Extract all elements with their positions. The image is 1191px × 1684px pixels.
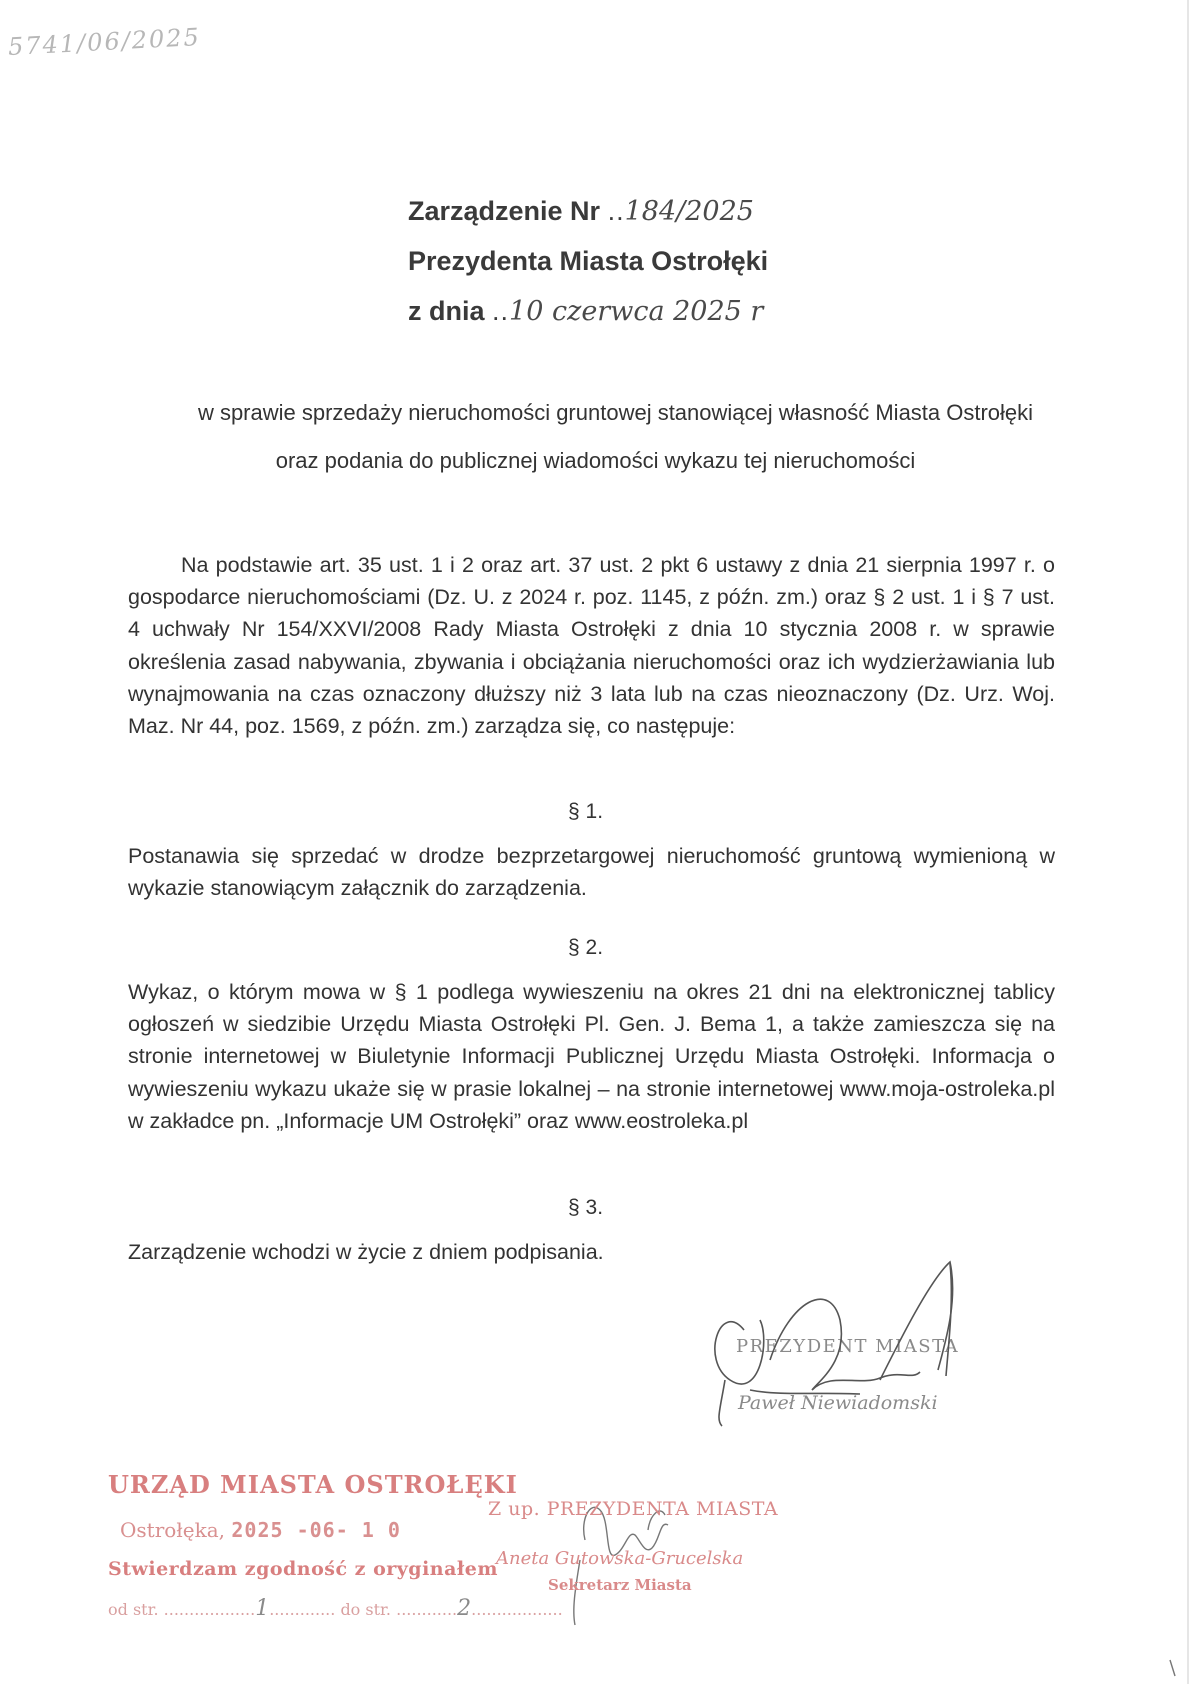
secretary-stamp-title: Sekretarz Miasta [548,1576,692,1594]
ordinance-number: 184/2025 [624,196,754,227]
section-2-mark: § 2. [568,936,604,959]
president-stamp-name: Paweł Niewiadomski [738,1392,938,1414]
ordinance-number-line: Zarządzenie Nr ..184/2025 [408,196,754,227]
office-stamp-city: Ostrołęka, [120,1518,226,1542]
from-page-label: od str. [108,1600,159,1619]
president-stamp-title: PREZYDENT MIASTA [736,1336,960,1357]
to-page-number: 2 [457,1596,472,1621]
ordinance-date: 10 czerwca 2025 r [509,296,764,327]
preamble-text: Na podstawie art. 35 ust. 1 i 2 oraz art. 37 ust. 2 pkt 6 ustawy z dnia 21 sierpnia 1997 r. o gospodarce nieruchomościami (Dz. U. z 2024 r. poz. 1145, z późn. zm.) oraz § 2 ust. 1 i § 7 ust. 4 uchwały Nr 154/XXVI/2008 Rady Miasta Ostrołęki z dnia 10 stycznia 2008 r. w sprawie określenia zasad nabywania, zbywania i obciążania nieruchomości oraz ich wydzierżawiania lub wynajmowania na czas oznaczony dłuższy niż 3 lata lub na czas nieoznaczony (Dz. Urz. Woj. Maz. Nr 44, poz. 1569, z późn. zm.) zarządza się, co następuje: [128,553,1055,739]
office-stamp-pages: od str. ..................1............. do str. ............2.................. [108,1596,563,1621]
section-3-mark: § 3. [568,1196,604,1219]
office-stamp-certify: Stwierdzam zgodność z oryginałem [108,1558,498,1580]
date-line: z dnia ..10 czerwca 2025 r [408,296,764,327]
section-2-text: Wykaz, o którym mowa w § 1 podlega wywieszeniu na okres 21 dni na elektronicznej tablicy ogłoszeń w siedzibie Urzędu Miasta Ostrołęki Pl. Gen. J. Bema 1, a także zamieszcza się na stronie internetowej w Biuletynie Informacji Publicznej Urzędu Miasta Ostrołęki. Informacja o wywieszeniu wykazu ukaże się w prasie lokalnej – na stronie internetowej www.moja-ostroleka.pl w zakładce pn. „Informacje UM Ostrołęki” oraz www.eostroleka.pl [128,980,1055,1133]
office-stamp-date-line [120,1518,401,1542]
office-stamp-date: 2025 -06- 1 0 [231,1518,401,1542]
secretary-stamp-name: Aneta Gutowska-Grucelska [496,1548,744,1569]
corner-mark [1170,1660,1175,1676]
secretary-stamp-line1: Z up. PREZYDENTA MIASTA [488,1498,779,1520]
issuer-line: Prezydenta Miasta Ostrołęki [408,246,769,276]
reference-number: 5741/06/2025 [7,22,202,62]
section-3-text: Zarządzenie wchodzi w życie z dniem podpisania. [128,1240,604,1264]
subject-line-1: w sprawie sprzedaży nieruchomości gruntowej stanowiącej własność Miasta Ostrołęki [197,400,1034,425]
section-1-mark: § 1. [568,800,604,823]
office-stamp-name: URZĄD MIASTA OSTROŁĘKI [108,1470,518,1499]
subject-line-2: oraz podania do publicznej wiadomości wykazu tej nieruchomości [275,448,916,473]
to-page-label: do str. [340,1600,392,1619]
from-page-number: 1 [255,1596,270,1621]
date-label: z dnia [408,296,485,326]
ordinance-label: Zarządzenie Nr [408,196,601,226]
preamble [128,549,1055,742]
section-1-text: Postanawia się sprzedać w drodze bezprzetargowej nieruchomość gruntową wymienioną w wykazie stanowiącym załącznik do zarządzenia. [128,844,1055,901]
